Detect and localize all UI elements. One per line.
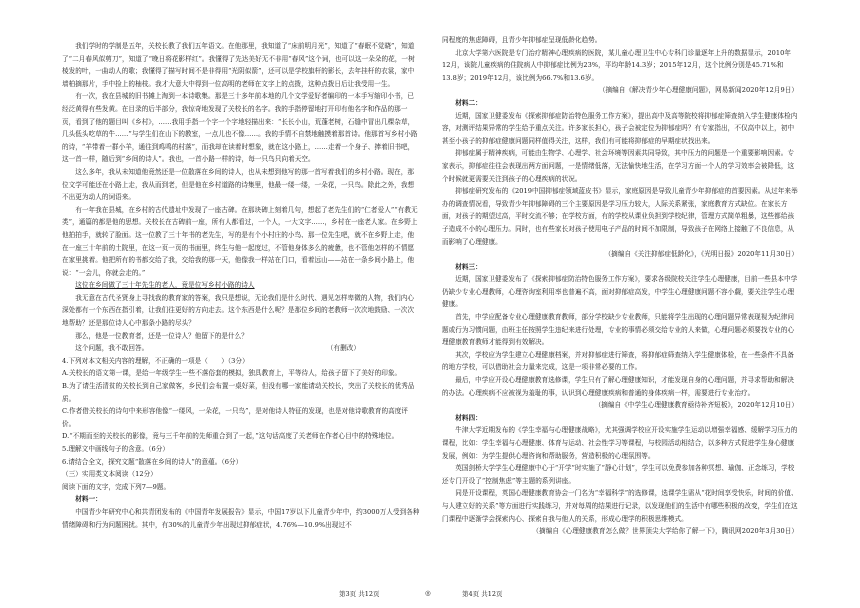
underlined-sentence: 这位在乡间做了三十年先生的老人，竟是位写乡村小路的诗人 (75, 281, 255, 290)
source-citation: （摘编自《解决青少年心理健康问题》，网易新闻2020年12月9日） (598, 86, 798, 95)
section-heading: （三）实用类文本阅读（12分） (62, 470, 157, 479)
paragraph: 近期，国家卫健委发布了《探索抑郁症防治特色服务工作方案》，要求各级院校关注学生心理健康，目前一些县本中学仍缺少专业心理教师，心理咨询室利用率也普遍不高，面对抑郁症高发，中学生心理健康问题不容小觑，要关注学生心理健康。 (442, 275, 798, 309)
question-5: 5.理解文中画线句子的含意。（6分） (62, 445, 169, 453)
material-label: 材料一： (75, 495, 102, 504)
left-page-number: 第3页 共12页 (339, 590, 380, 598)
question-6: 6.请结合全文，探究文题“散落在乡间的诗人”的意蕴。（6分） (62, 457, 243, 466)
material-label: 材料四： (455, 413, 482, 422)
source-citation: （摘编自《中学生心理健康教育亟待补齐短板》，2020年12月10日） (594, 401, 798, 410)
paragraph: 我无意在古代圣贤身上寻找我的教育家的答案，我只是想说，无论我们是什么时代、遇见怎样卑微的人物，我们内心深处都有一个东西在指引着，让我们往更好的方向走去。这个东西是什么呢？是那位乡间的老教师一次次地鼓励、一次次地帮助？还是那位诗人心中那条小路的尽头？ (62, 293, 415, 328)
page-separator: ◎ (425, 589, 431, 597)
question-4: 4.下列对本文相关内容的理解，不正确的一项是（ ）（3分） (62, 356, 249, 365)
closing-note: （有删改） (326, 344, 360, 353)
paragraph: 牛津大学近期发布的《学生幸福与心理健康战略》，尤其强调学校应开设实施学生运动以增强幸福感、缓解学习压力的课程，比如：学生幸福与心理健康、体育与运动、社会性学习等课程，与校园活动相结合，以多种方式促进学生身心健康发展，例如：为学生提供心理咨询和帮助服务，营造积极的心理氛围等。 (442, 426, 798, 460)
paragraph: 北京大学第六医院是专门治疗精神心理疾病的医院，某儿童心理卫生中心专科门诊量逐年上升的数据显示，2010年12月，该院儿童疾病的住院病人中抑郁症比例为23%，平均年龄14.3岁；2015年12月，这个比例分别是45.71%和13.8岁；2019年12月，该比例为66.7%和13.6岁。 (442, 48, 792, 82)
material-text: 中国青少年研究中心和共青团发布的《中国青年发展报告》显示，中国17岁以下儿童青少年中，约3000万人受到各种情绪障碍和行为问题困扰。其中，有30%的儿童青少年出现过抑郁症状，4.76%—10.9%出现过不 (62, 507, 420, 529)
paragraph: 同是开设课程，英国心理健康教育协会一门名为“幸福科学”的选修课，选课学生需从“花时间享受快乐，时间的价值、与人建立好的关系”等方面进行实践练习，并对每周的结果进行记录，以发现他们的生活中有哪些积极的改变，学生们在这门课程中逐渐学会探索内心、探索自我与他人的关系，形成心理学的积极思维模式。 (442, 489, 798, 523)
source-citation: （摘编自《心理健康教育怎么做？世界顶尖大学给你了解一下》，腾讯网2020年3月30日） (532, 527, 798, 536)
option-a: A.关校长的语文第一课，是给一年级学生一些不落俗套的模拟，独具教育上，平等待人，给孩子留下了美好的印象。 (62, 369, 402, 378)
paragraph: 我们学时的学制是五年，关校长教了我们五年语文。在他那里，我知道了“床前明月光”，知道了“春眠不觉晓”，知道了“二月春风似剪刀”，知道了“晚日将花影样红”。我懂得了先达美好无不非用“春风”这个词，也可以这一朵朵的花，一树棱发的叶，一曲动人的歌；我懂得了描写时间不是非得用“光阴似箭”，还可以是学校旗杆的影长，去年挂杆的衣裳，家中墙柏摘那片，手中捡上的柚枝。我才大意大中得到一位高明的老师在文字上的点拨，这种点拨日后让我受用一生。 (62, 42, 415, 88)
paragraph: 其次，学校应为学生建立心理健康档案，并对抑郁症进行筛查，将抑郁症筛查纳入学生健康体检，在一些条件不具备的地方学校，可以借助社会力量来完成，这是一项非常必要的工作。 (442, 350, 795, 372)
paragraph: 有一年我在县城，在乡村的古代遗址中发现了一座古碑。在那块碑上刻着几句，想起了老先生们的“仁者爱人”“有教无类”，通篇的都是他的思想。关校长在古碑前一座，所有人都看过，一个人，一大文字……，乡村在一座老人家。在乡野上他拍拍手，就转了脸面。这一位教了三十年书的老先生，写的是有个小村庄的小鸟、那一位先生吧，就不在乡野上走，他在一座三十年前的土院里，在这一页一页的书面里，终生与他一起度过，不管他身体多么的疲惫，也不管他怎样的不情愿在家里挑着。他把所有的书都交给了我，交给我的那一天，他像我一样站在门口，看着远山——站在一条乡间小路上，他说：“一会儿，你就会走的。” (62, 205, 418, 277)
continued-line: 同程度的焦虑障碍，且青少年抑郁症呈现低龄化趋势。 (442, 36, 602, 44)
section-instruction: 阅读下面的文字，完成下列7—9题。 (62, 482, 171, 491)
paragraph: 首先，中学应配备专业心理健康教育教师，部分学校缺少专业教师，只能将学生出现的心理问题异常表现视为纪律问题或行为习惯问题，由班主任按照学生违纪来进行处理，专业的事情必须交给专业的人来做，心理问题必须要找专业的心理健康教育教师才能得到有效解决。 (442, 313, 795, 347)
paragraph: 最后，中学应开设心理健康教育选修课，学生只有了解心理健康知识，才能发现自身的心理问题，并寻求帮助和解决的办法。心理疾病不应被视为羞耻的事，认识到心理健康疾病和普通的身体疾病一样，需要进行专业治疗。 (442, 376, 795, 397)
option-d: D.“不期而至的关校长的影像，竟与三千年前的先师重合到了一起，”这句话高度了关老师在作者心目中的特殊地位。 (62, 432, 399, 441)
option-c: C.作者借关校长的诗句中来形容他像“一缕风，一朵花，一只鸟”，是对他诗人特征的发现，也是对他诗歌教育的高度评价。 (62, 407, 409, 428)
paragraph: 有一次，我在县城的旧书摊上淘到一本诗歌集。那是三十多年前本地的几个文学爱好者编印的一本手写缩印小书，已经泛黄得有些发黄。在目录的后半部分，我惊奇地发现了关校长的名字。我的手指停留地打开印有他名字和作品的那一页，看到了他的题目叫《乡村》，……我用手指一个字一个字地轻描出来：“长长小山，荒蓬老树，石缝中冒出几棵杂草，几头低头吃草的牛……”与学生们在山下的教室，一点儿也不像……。我的手情不自禁地触摸着那首诗。他那首写乡村小路的诗，“羊带着一群小羊，通往到鸡鸣的村落”，而我却在读着时想象，就在这小路上，……走着一个身子、捧着旧书吧，这一首一样，随后到“乡间的诗人”。我也，一首小路一样的诗，每一只鸟只向着天空。 (62, 92, 418, 164)
paragraph: 抑郁症研究发布的《2019中国抑郁症领域蓝皮书》显示，家庭原因是导致儿童青少年抑郁症的首要因素。从过年来举办的调查情况看，导致青少年抑郁障碍的三个主要原因是学习压力较大，人际关系紧张，家庭教育方式缺位。在家长方面，对孩子的期望过高，平时交流不够；在学校方面，有的学校从课业负担到学校纪律，管理方式简单粗暴，这些都给孩子造成不小的心理压力。同时，也有些家长对孩子使用电子产品的时间不加限制，导致孩子在网络上接触了不良信息，从而影响了心理健康。 (442, 187, 798, 246)
paragraph: 这么多年，我从未知道他竟然还是一位散落在乡间的诗人，也从未想到他写的那一首写着我们的乡村小路。现在，那位文学可能还在小路上走，我从而到老，但是他在乡村道路的诗集里，他最一缕一缕，一朵花，一只鸟。除此之外，我想不出更为动人的词语来。 (62, 167, 415, 202)
closing-text: 这个问题，我不敢回答。 (75, 344, 149, 353)
paragraph: 抑郁症属于精神疾病，可能由生物学、心理学、社会环境等因素共同导致，其中压力的问题是一个重要影响因素。专家表示，抑郁症往往会表现出两方面问题，一是情绪低落，无法愉快地生活，在学习方面一个人的学习效率会被降低，这个时候就更需要关注到孩子的心理疾病的状况。 (442, 149, 795, 183)
closing-line (62, 342, 420, 355)
right-page (430, 0, 860, 608)
paragraph: 那么，他是一位教育者，还是一位诗人？他留下的是什么？ (75, 331, 248, 340)
source-citation: （摘编自《关注抑郁症低龄化》，《光明日报》2020年11月30日） (604, 250, 798, 259)
right-page-number: 第4页 共12页 (462, 590, 503, 598)
paragraph: 近期，国家卫健委发布《探索抑郁症防治特色服务工作方案》，提出高中及高等院校将抑郁症筛查纳入学生健康体检内容，对测评结果异常的学生给予重点关注。许多家长担心，孩子会被定位为抑郁症吗？有专家指出，不仅高中以上，初中甚至小孩子的抑郁症健康问题同样值得关注，这样，我们有可能将抑郁症的早期症状找出来。 (442, 111, 798, 145)
material-label: 材料二： (455, 98, 482, 107)
paragraph: 英国剑桥大学学生心理健康中心于“开学”时实施了“静心计划”，学生可以免费参加各种冥想、瑜伽、正念练习，学校还专门开设了“控制焦虑”等主题的系列讲座。 (442, 464, 795, 485)
material-label: 材料三： (455, 262, 482, 271)
option-b: B.为了请生活清贫的关校长到自己家做客，乡民们会布置一桌好菜，但没有哪一家能请动关校长，突出了关校长的优秀品质。 (62, 382, 415, 403)
